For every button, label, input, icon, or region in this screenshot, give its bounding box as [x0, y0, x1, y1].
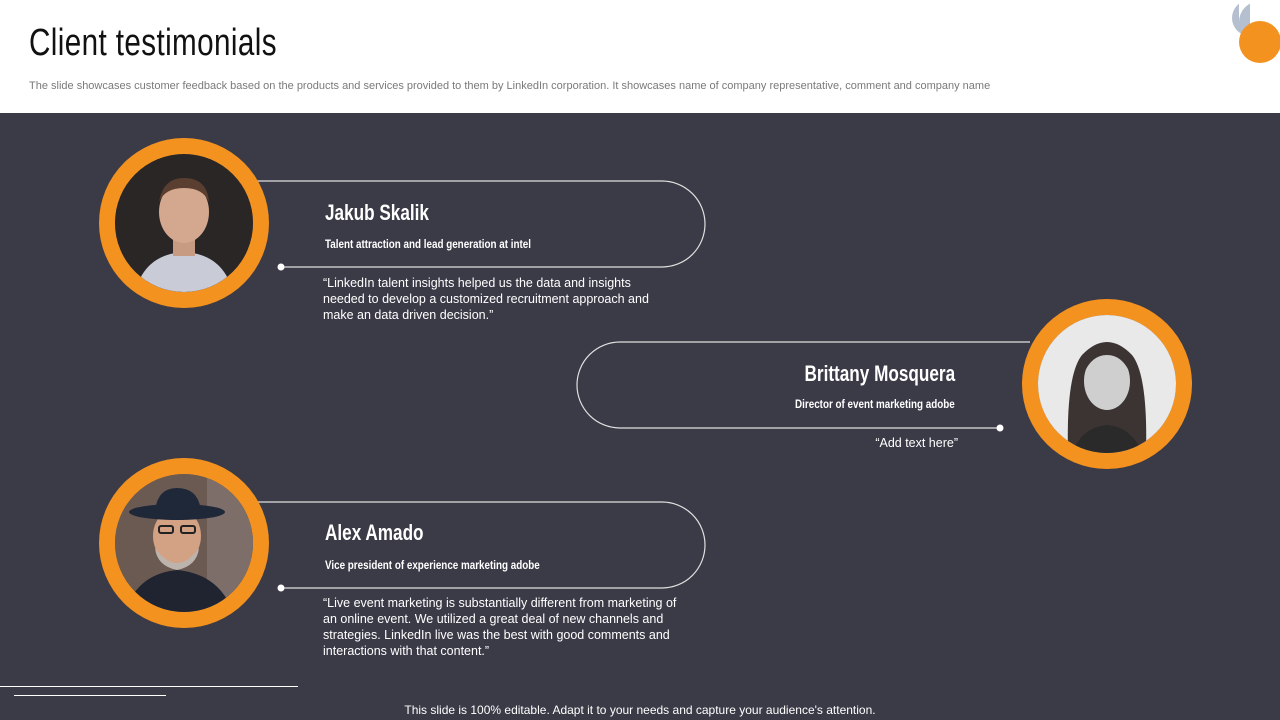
decorative-circles-icon	[1220, 0, 1280, 70]
avatar-jakub	[99, 138, 269, 308]
testimonial-role: Director of event marketing adobe	[795, 397, 955, 411]
portrait-photo	[1038, 315, 1176, 453]
slide-header	[0, 0, 1280, 113]
person-silhouette-icon	[115, 474, 253, 612]
avatar-brittany	[1022, 299, 1192, 469]
avatar-alex	[99, 458, 269, 628]
testimonial-quote: “Live event marketing is substantially different from marketing of an online event. We utilized a great deal of new channels and strategies. LinkedIn live was the best with good comments and interactions with that content.”	[323, 596, 677, 658]
testimonial-quote: “Add text here”	[875, 436, 958, 450]
portrait-photo	[115, 474, 253, 612]
page-subtitle: The slide showcases customer feedback based on the products and services provided to them by LinkedIn corporation. It showcases name of company representative, comment and company name	[29, 80, 991, 92]
portrait-photo	[115, 154, 253, 292]
testimonials-panel	[0, 113, 1280, 720]
testimonial-quote: “LinkedIn talent insights helped us the data and insights needed to develop a customized recruitment approach and make an data driven decision.”	[323, 276, 649, 322]
testimonial-name: Jakub Skalik	[325, 200, 429, 225]
testimonial-name: Alex Amado	[325, 520, 424, 545]
testimonial-role: Talent attraction and lead generation at intel	[325, 237, 531, 251]
testimonial-name: Brittany Mosquera	[804, 361, 955, 386]
testimonial-role: Vice president of experience marketing adobe	[325, 558, 540, 572]
footer-note: This slide is 100% editable. Adapt it to your needs and capture your audience's attention.	[404, 703, 876, 717]
person-silhouette-icon	[115, 154, 253, 292]
divider	[14, 695, 166, 696]
page-title: Client testimonials	[29, 22, 277, 64]
person-silhouette-icon	[1038, 315, 1176, 453]
divider	[0, 686, 298, 687]
